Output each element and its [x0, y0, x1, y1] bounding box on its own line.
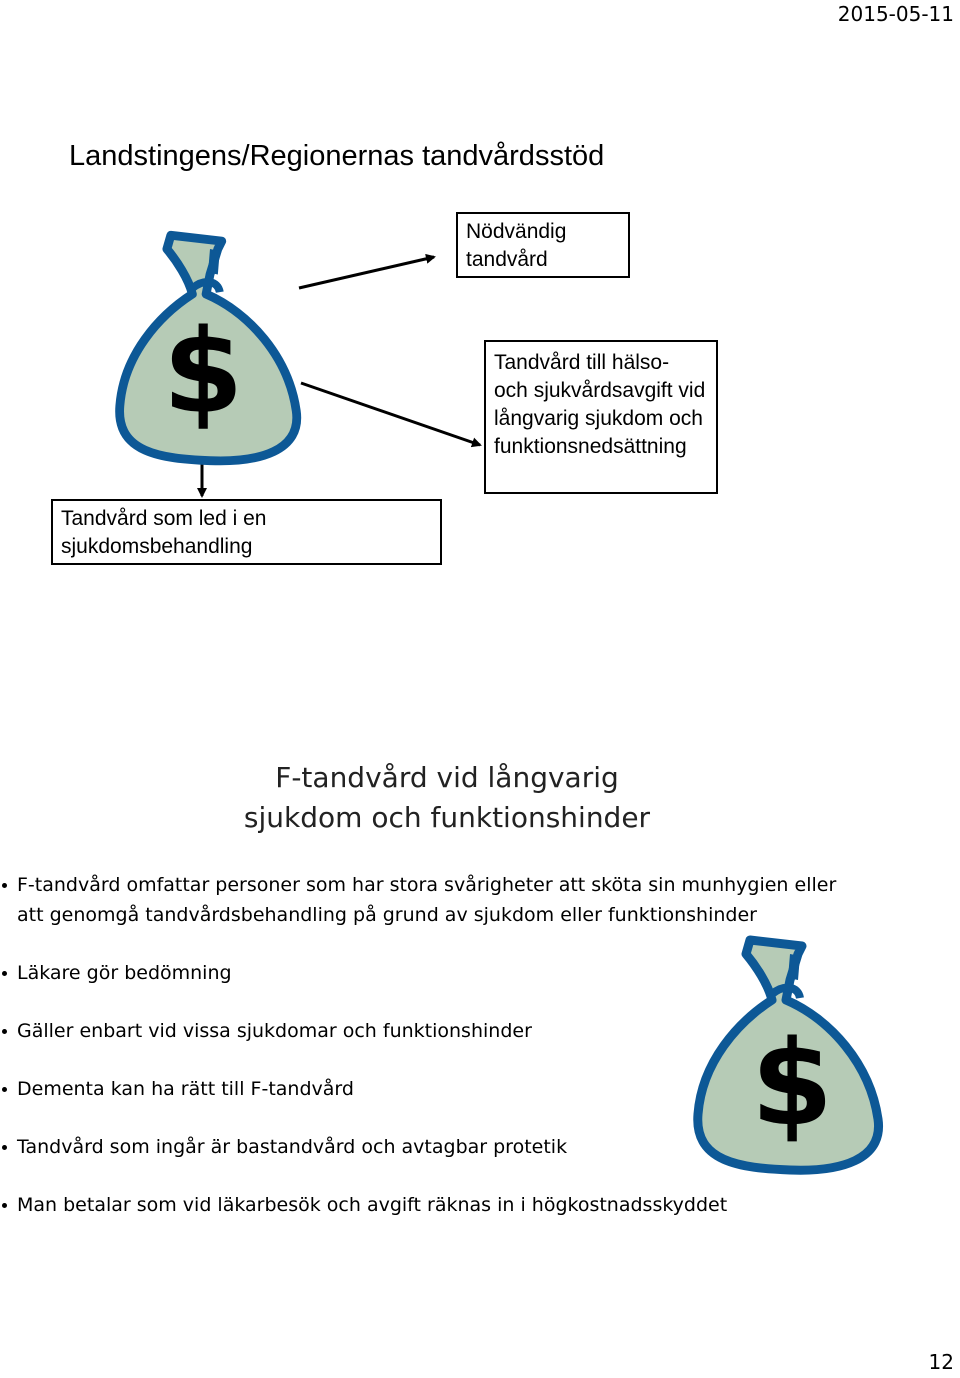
bullet-item: Tandvård som ingår är bastandvård och avtagbar protetik: [0, 1132, 840, 1162]
bullet-item: F-tandvård omfattar personer som har stora svårigheter att sköta sin munhygien eller att genomgå tandvårdsbehandling på grund av sjukdom eller funktionshinder: [0, 870, 840, 930]
arrow-to-tandvard-halso-sjukvardsavgift: [301, 383, 480, 445]
dollar-sign: $: [162, 305, 244, 440]
money-bag-icon: [112, 228, 308, 466]
title-line-1: F-tandvård vid långvarig: [275, 761, 619, 794]
dollar-sign: $: [750, 1014, 834, 1152]
page-number: 12: [928, 1350, 954, 1374]
box-nodvandig-tandvard: Nödvändig tandvård: [456, 212, 630, 278]
bullet-item: Läkare gör bedömning: [0, 958, 840, 988]
arrow-to-nodvandig-tandvard: [299, 257, 434, 288]
bullet-item: Man betalar som vid läkarbesök och avgift räknas in i högkostnadsskyddet: [0, 1190, 840, 1220]
slide-title-f-tandvard: [0, 758, 894, 838]
slide-date: 2015-05-11: [837, 2, 954, 26]
slide-title: Landstingens/Regionernas tandvårdsstöd: [69, 140, 605, 172]
bullet-item: Dementa kan ha rätt till F-tandvård: [0, 1074, 840, 1104]
title-line-2: sjukdom och funktionshinder: [243, 801, 651, 834]
money-bag-icon: [690, 932, 890, 1176]
box-tandvard-halso-sjukvardsavgift: Tandvård till hälso- och sjukvårdsavgift vid långvarig sjukdom och funktionsnedsättning: [484, 340, 718, 494]
bullet-item: Gäller enbart vid vissa sjukdomar och funktionshinder: [0, 1016, 840, 1046]
box-tandvard-led-i-sjukdomsbehandling: Tandvård som led i en sjukdomsbehandling: [51, 499, 442, 565]
